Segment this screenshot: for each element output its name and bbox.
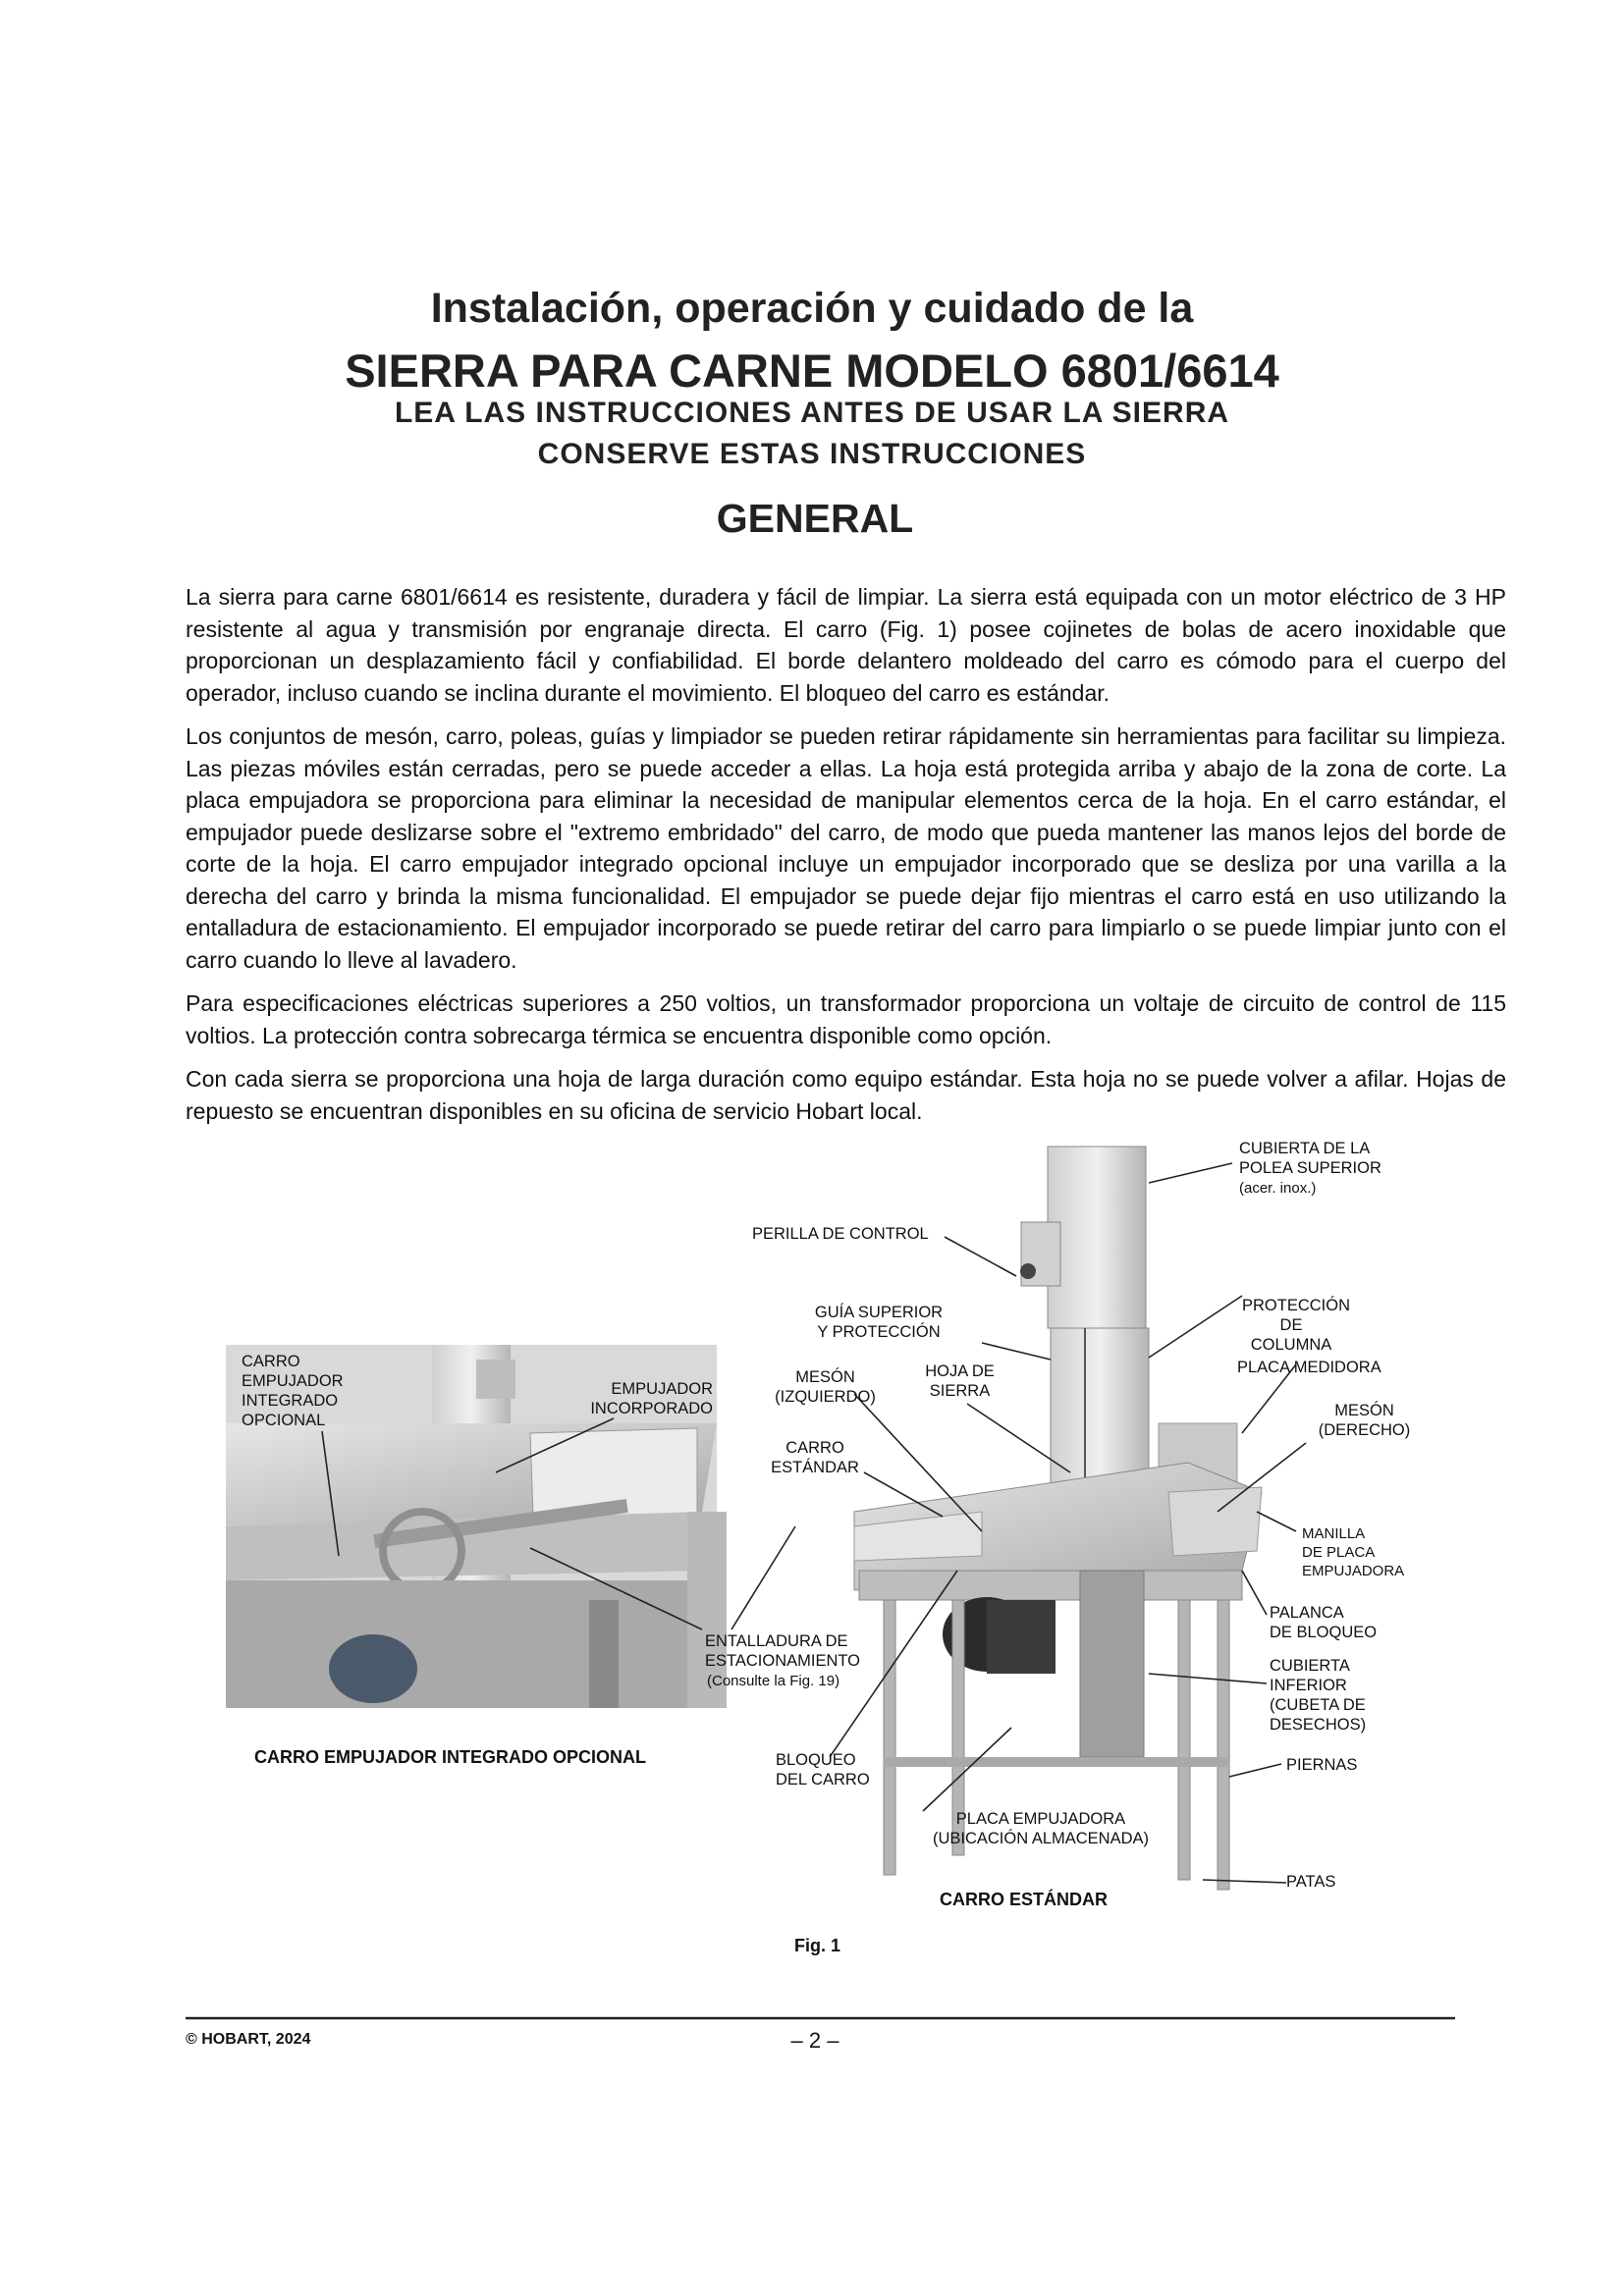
label-acer-inox: (acer. inox.): [1239, 1180, 1317, 1197]
standard-saw-photo: [854, 1147, 1262, 1890]
label-cubierta-inferior: CUBIERTA INFERIOR (CUBETA DE DESECHOS): [1270, 1657, 1367, 1734]
label-hoja-sierra: HOJA DE SIERRA: [925, 1362, 995, 1400]
page-number: – 2 –: [790, 2028, 839, 2053]
label-bloqueo-carro: BLOQUEO DEL CARRO: [776, 1751, 870, 1789]
footer-copyright: © HOBART, 2024: [186, 2031, 311, 2048]
figure-label: Fig. 1: [794, 1936, 841, 1955]
label-patas: PATAS: [1286, 1873, 1336, 1891]
paragraph-4: Con cada sierra se proporciona una hoja de larga duración como equipo estándar. Esta hoja no se puede volver a afilar. Hojas de repuesto se encuentran disponibles en su oficina de servicio Hobart local.: [186, 1066, 1506, 1124]
label-carro-estandar: CARRO ESTÁNDAR: [771, 1439, 859, 1476]
label-empujador-incorporado: EMPUJADOR INCORPORADO: [590, 1380, 713, 1417]
subtitle-line-1: LEA LAS INSTRUCCIONES ANTES DE USAR LA SIERRA: [394, 397, 1230, 429]
label-cubierta-polea: CUBIERTA DE LA POLEA SUPERIOR: [1239, 1140, 1381, 1177]
label-piernas: PIERNAS: [1286, 1756, 1358, 1774]
subtitle-line-2: CONSERVE ESTAS INSTRUCCIONES: [537, 438, 1087, 470]
label-placa-empujadora: PLACA EMPUJADORA (UBICACIÓN ALMACENADA): [932, 1810, 1150, 1847]
label-consulte: (Consulte la Fig. 19): [707, 1673, 840, 1689]
label-palanca: PALANCA DE BLOQUEO: [1270, 1604, 1378, 1641]
paragraph-2: Los conjuntos de mesón, carro, poleas, guías y limpiador se pueden retirar rápidamente sin herramientas para facilitar su limpieza. Las piezas móviles están cerradas, pero se puede acceder a ellas. La hoja está protegida arriba y abajo de la zona de corte. La placa empujadora se proporciona para eliminar la necesidad de manipular elementos cerca de la hoja. En el carro estándar, el empujador puede deslizarse sobre el "extremo embridado" del carro, de modo que pueda mantener las manos lejos del borde de corte de la hoja. El carro empujador integrado opcional incluye un empujador incorporado que se desliza por una varilla a la derecha del carro y brinda la misma funcionalidad. El empujador se puede dejar fijo mientras el carro está en uso utilizando la entalladura de estacionamiento. El empujador incorporado se puede retirar del carro para limpiarlo o se puede limpiar junto con el carro cuando lo lleve al lavadero.: [186, 723, 1506, 973]
label-entalladura: ENTALLADURA DE ESTACIONAMIENTO: [705, 1632, 860, 1670]
caption-integrated: CARRO EMPUJADOR INTEGRADO OPCIONAL: [254, 1747, 647, 1767]
label-proteccion-columna: PROTECCIÓN DE COLUMNA: [1242, 1297, 1351, 1354]
label-manilla: MANILLA DE PLACA EMPUJADORA: [1302, 1525, 1405, 1579]
label-perilla: PERILLA DE CONTROL: [752, 1225, 929, 1243]
label-meson-derecho: MESÓN (DERECHO): [1318, 1402, 1411, 1439]
label-guia-superior: GUÍA SUPERIOR Y PROTECCIÓN: [814, 1304, 944, 1341]
paragraph-3: Para especificaciones eléctricas superiores a 250 voltios, un transformador proporciona un voltaje de circuito de control de 115 voltios. La protección contra sobrecarga térmica se encuentra disponible como opción.: [186, 990, 1506, 1048]
paragraph-1: La sierra para carne 6801/6614 es resistente, duradera y fácil de limpiar. La sierra está equipada con un motor eléctrico de 3 HP resistente al agua y transmisión por engranaje directa. El carro (Fig. 1) posee cojinetes de bolas de acero inoxidable que proporcionan un desplazamiento fácil y confiabilidad. El borde delantero moldeado del carro es cómodo para el cuerpo del operador, incluso cuando se inclina durante el movimiento. El bloqueo del carro es estándar.: [186, 584, 1506, 706]
title-line-2: SIERRA PARA CARNE MODELO 6801/6614: [345, 345, 1279, 397]
label-placa-medidora: PLACA MEDIDORA: [1237, 1359, 1381, 1376]
title-line-1: Instalación, operación y cuidado de la: [430, 285, 1194, 332]
label-carro-integrado: CARRO EMPUJADOR INTEGRADO OPCIONAL: [242, 1353, 344, 1429]
caption-standard: CARRO ESTÁNDAR: [940, 1890, 1108, 1909]
label-meson-izquierdo: MESÓN (IZQUIERDO): [775, 1368, 876, 1406]
section-title: GENERAL: [716, 496, 914, 541]
